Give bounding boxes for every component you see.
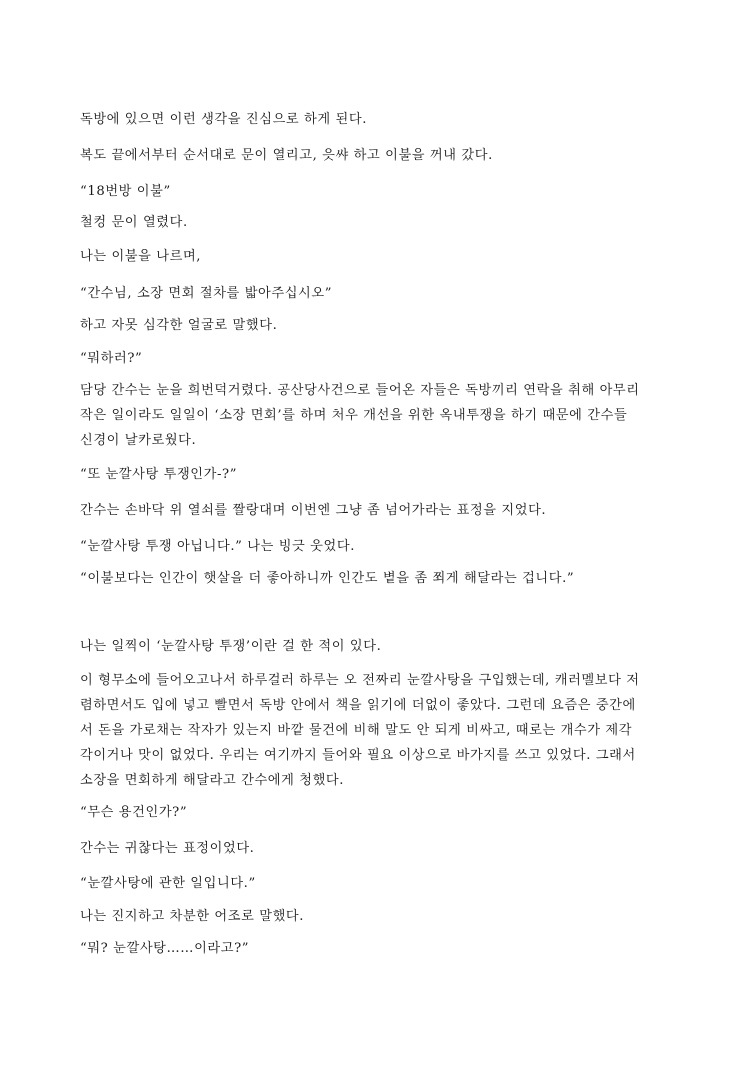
text-line: 간수는 귀찮다는 표정이었다. — [80, 841, 255, 856]
text-line: 각이거나 맛이 없었다. 우리는 여기까지 들어와 필요 이상으로 바가지를 쓰고 있었다. 그래서 — [80, 748, 636, 763]
text-line: 나는 일찍이 ‘눈깔사탕 투쟁’이란 걸 한 적이 있다. — [80, 639, 382, 654]
text-line: 신경이 날카로웠다. — [80, 433, 197, 448]
paragraph-12 — [80, 534, 670, 559]
paragraph-5 — [80, 244, 670, 269]
paragraph-14 — [80, 634, 670, 659]
text-line: 소장을 면회하게 해달라고 간수에게 청했다. — [80, 773, 345, 788]
text-line: 나는 이불을 나르며, — [80, 249, 202, 264]
text-line: “눈깔사탕에 관한 일입니다.” — [80, 876, 256, 891]
text-line: 담당 간수는 눈을 희번덕거렸다. 공산당사건으로 들어온 자들은 독방끼리 연락을 취해 아무리 — [80, 383, 640, 398]
text-line: 나는 진지하고 차분한 어조로 말했다. — [80, 909, 305, 924]
text-line: 렴하면서도 입에 넣고 빨면서 독방 안에서 책을 읽기에 더없이 좋았다. 그런데 요즘은 중간에 — [80, 698, 636, 713]
paragraph-13 — [80, 566, 670, 591]
paragraph-7 — [80, 313, 670, 338]
paragraph-11 — [80, 498, 670, 523]
text-line: “18번방 이불” — [80, 184, 171, 199]
text-line: 독방에 있으면 이런 생각을 진심으로 하게 된다. — [80, 112, 367, 127]
paragraph-3 — [80, 179, 670, 204]
text-line: “눈깔사탕 투쟁 아닙니다.” 나는 빙긋 웃었다. — [80, 539, 355, 554]
text-line: 이 형무소에 들어오고나서 하루걸러 하루는 오 전짜리 눈깔사탕을 구입했는데, 캐러멜보다 저 — [80, 673, 640, 688]
text-line: 철컹 문이 열렸다. — [80, 215, 188, 230]
text-line: 서 돈을 가로채는 작자가 있는지 바깥 물건에 비해 말도 안 되게 비싸고, 때로는 개수가 제각 — [80, 723, 633, 738]
text-line: “뭐? 눈깔사탕……이라고?” — [80, 941, 250, 956]
text-line: 간수는 손바닥 위 열쇠를 짤랑대며 이번엔 그냥 좀 넘어가라는 표정을 지었다. — [80, 503, 547, 518]
paragraph-4 — [80, 210, 670, 235]
paragraph-8 — [80, 346, 670, 371]
paragraph-17 — [80, 836, 670, 861]
text-line: “간수님, 소장 면회 절차를 밟아주십시오” — [80, 286, 333, 301]
paragraph-20 — [80, 936, 670, 961]
paragraph-16 — [80, 800, 670, 825]
text-line: “이불보다는 인간이 햇살을 더 좋아하니까 인간도 볕을 좀 쬐게 해달라는 겁니다.” — [80, 571, 575, 586]
paragraph-10 — [80, 462, 670, 487]
paragraph-18 — [80, 871, 670, 896]
paragraph-19 — [80, 904, 670, 929]
paragraph-6 — [80, 281, 670, 306]
paragraph-2 — [80, 143, 670, 168]
text-line: “뭐하러?” — [80, 351, 143, 366]
text-line: 작은 일이라도 일일이 ‘소장 면회’를 하며 처우 개선을 위한 옥내투쟁을 하기 때문에 간수들 — [80, 408, 628, 423]
text-line: “또 눈깔사탕 투쟁인가-?” — [80, 467, 238, 482]
text-line: “무슨 용건인가?” — [80, 805, 188, 820]
paragraph-9 — [80, 378, 670, 453]
paragraph-1 — [80, 107, 670, 132]
paragraph-15 — [80, 668, 670, 793]
text-line: 복도 끝에서부터 순서대로 문이 열리고, 읏쌰 하고 이불을 꺼내 갔다. — [80, 148, 493, 163]
text-line: 하고 자못 심각한 얼굴로 말했다. — [80, 318, 278, 333]
